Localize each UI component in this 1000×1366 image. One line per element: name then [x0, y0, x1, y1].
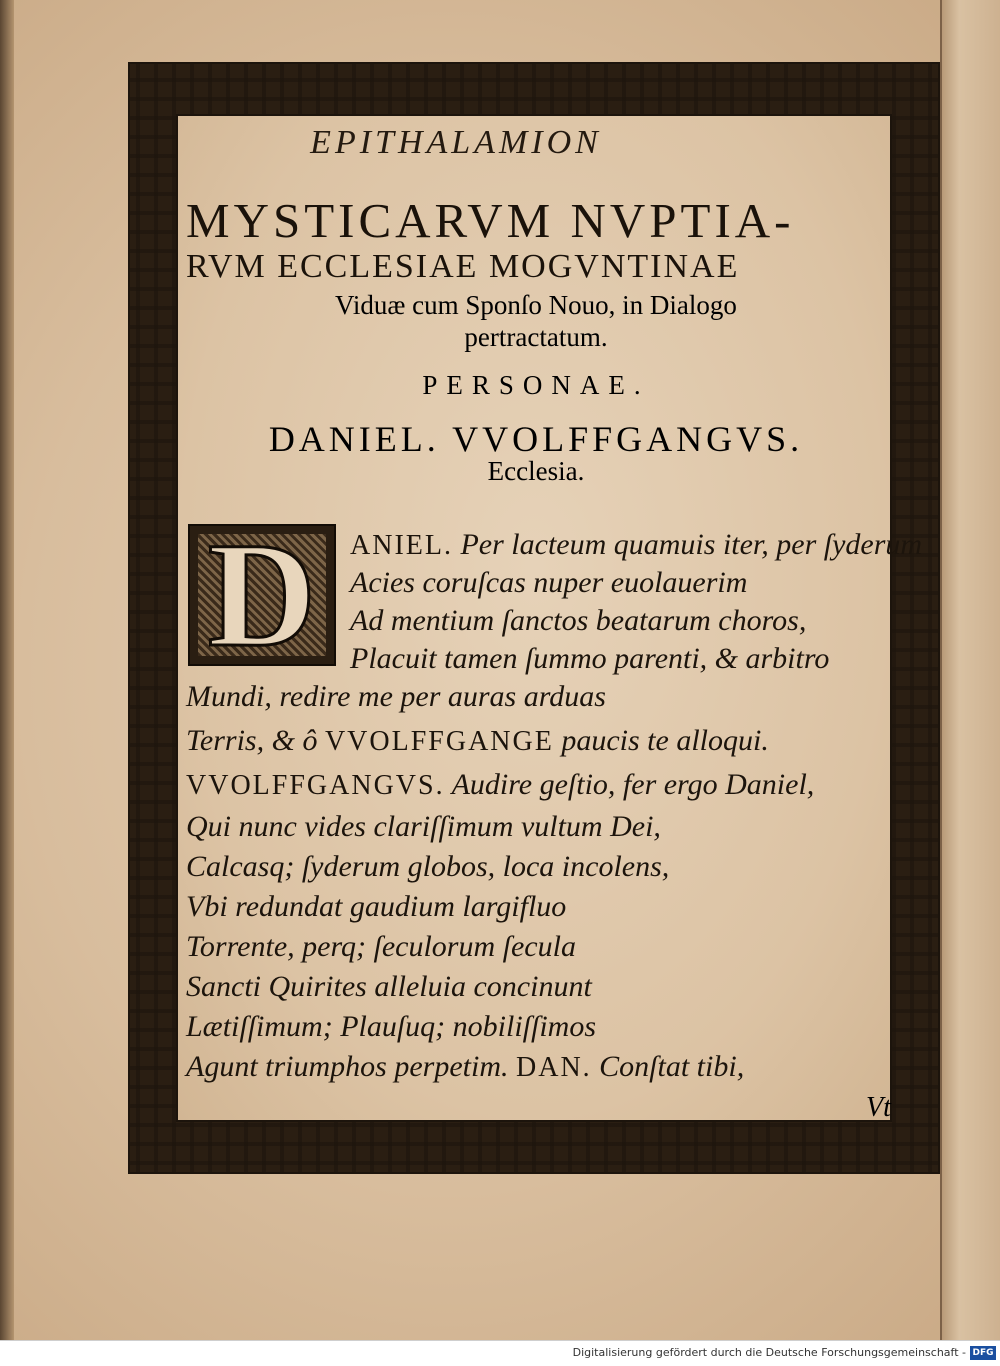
- verse-text: Conſtat tibi,: [599, 1050, 745, 1083]
- footer-credit: Digitalisierung gefördert durch die Deutsche Forschungsgemeinschaft -: [572, 1346, 966, 1359]
- speaker-caps: VVOLFFGANGVS.: [186, 770, 445, 801]
- verse-line: [350, 566, 747, 600]
- verse-text: paucis te alloqui.: [561, 724, 769, 757]
- page-gutter: [0, 0, 14, 1340]
- speaker-caps: VVOLFFGANGE: [324, 726, 554, 757]
- personae-heading: PERSONAE.: [422, 370, 650, 400]
- subtitle-line-2: pertractatum.: [464, 322, 608, 352]
- verse-line: [186, 890, 566, 924]
- verse-text: Sancti Quirites alleluia concinunt: [186, 970, 592, 1003]
- verse-line: [186, 970, 592, 1004]
- verse-text: Torrente, perq; ſeculorum ſecula: [186, 930, 576, 963]
- verse-line: [186, 1050, 744, 1084]
- verse-line: [350, 528, 922, 562]
- verse-text: Ad mentium ſanctos beatarum choros,: [350, 604, 807, 637]
- catchword: Vt: [866, 1092, 891, 1123]
- verse-line: [186, 930, 576, 964]
- title-line-2: RVM ECCLESIAE MOGVNTINAE: [186, 248, 740, 285]
- verse-line: [186, 724, 769, 758]
- verse-line: [186, 768, 814, 802]
- speaker-caps: DAN.: [516, 1052, 592, 1083]
- running-title: EPITHALAMION: [310, 124, 602, 161]
- verse-text: Audire geſtio, fer ergo Daniel,: [451, 768, 815, 801]
- verse-text: Per lacteum quamuis iter, per ſyderum: [460, 528, 923, 561]
- speaker-caps: ANIEL.: [350, 530, 453, 561]
- dfg-logo-icon[interactable]: DFG: [970, 1346, 996, 1360]
- footer-bar: [0, 1340, 1000, 1366]
- verse-line: [186, 680, 606, 714]
- decorated-initial: [188, 512, 336, 678]
- verse-line: [186, 1010, 596, 1044]
- verse-line: [186, 850, 669, 884]
- initial-letter: D: [207, 512, 317, 678]
- verse-text: Mundi, redire me per auras arduas: [186, 680, 606, 713]
- verse-prefix: Agunt triumphos perpetim.: [186, 1050, 509, 1083]
- verse-text: Placuit tamen ſummo parenti, & arbitro: [350, 642, 830, 675]
- verse-text: Lætiſſimum; Plauſuq; nobiliſſimos: [186, 1010, 597, 1043]
- verse-line: [186, 810, 661, 844]
- verse-text: Calcasq; ſyderum globos, loca incolens,: [186, 850, 670, 883]
- verse-line: [350, 604, 806, 638]
- verse-line: [350, 642, 829, 676]
- personae-names: DANIEL. VVOLFFGANGVS.: [268, 419, 804, 459]
- verse-text: Vbi redundat gaudium largifluo: [186, 890, 567, 923]
- personae-ecclesia: Ecclesia.: [487, 456, 585, 486]
- facing-page-edge: [940, 0, 1000, 1340]
- subtitle-line-1: Viduæ cum Sponſo Nouo, in Dialogo: [335, 290, 737, 320]
- verse-text: Qui nunc vides clariſſimum vultum Dei,: [186, 810, 661, 843]
- verse-text: Acies coruſcas nuper euolauerim: [350, 566, 748, 599]
- title-line-1: MYSTICARVM NVPTIA-: [186, 193, 795, 248]
- verse-prefix: Terris, & ô: [186, 724, 318, 757]
